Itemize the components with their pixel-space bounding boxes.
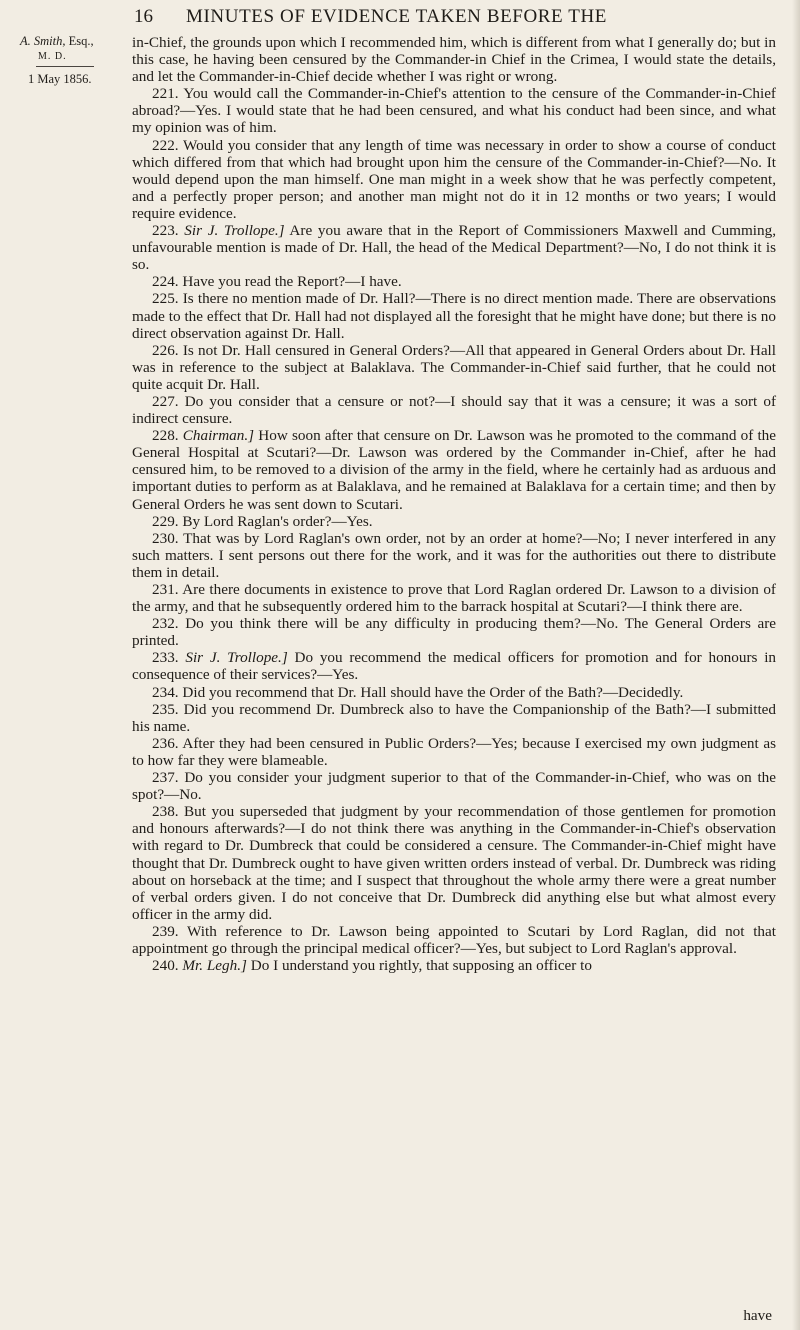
paragraph-text: You would call the Commander-in-Chief's attention to the censure of the Commander-in-Chief abroad?—Yes. I would state that he had been censured, and what his conduct had been since, and what my opinion was of him. [132,85,776,137]
question-number: 236. [152,734,179,752]
paragraph-text: Do you consider your judgment superior to that of the Commander-in-Chief, who was on the spot?—No. [132,769,776,804]
paragraph-text: Are you aware that in the Report of Commissioners Maxwell and Cumming, unfavourable mention is made of Dr. Hall, the head of the Medical Department?—No, I do not think it is so. [132,222,776,274]
running-title: MINUTES OF EVIDENCE TAKEN BEFORE THE [186,6,608,27]
page-number: 16 [134,6,153,27]
evidence-paragraph [132,735,776,769]
evidence-paragraph [132,85,776,136]
evidence-paragraph [132,923,776,957]
paragraph-text: Is there no mention made of Dr. Hall?—There is no direct mention made. There are observations made to the effect that Dr. Hall had not displayed all the foresight that he might have done; but there is no direct observation against Dr. Hall. [132,290,777,342]
evidence-paragraph [132,957,776,974]
question-number: 226. [152,341,179,359]
witness-suffix: Esq., [68,34,94,48]
questioner-name: Sir J. Trollope.] [185,649,288,667]
evidence-paragraph [132,34,776,85]
evidence-paragraph [132,615,776,649]
question-number: 229. [152,512,179,530]
question-number: 230. [152,529,179,547]
question-number: 224. [152,273,179,291]
evidence-paragraph [132,581,776,615]
witness-name [20,34,120,49]
paragraph-text: Have you read the Report?—I have. [182,273,402,291]
evidence-paragraph [132,393,776,427]
question-number: 221. [152,85,179,103]
witness-degree: M. D. [38,51,67,62]
evidence-paragraph [132,513,776,530]
question-number: 234. [152,683,179,701]
question-number: 235. [152,700,179,718]
paragraph-text: Would you consider that any length of time was necessary in order to show a course of conduct which differed from that which had brought upon him the censure of the Commander-in-Chief?—No. It would depend upon the man himself. One man might in a week show that he was perfectly competent, and a perfectly proper person; and another man might not do it in 12 months or two years; I would require evidence. [132,136,776,222]
paragraph-text: After they had been censured in Public Orders?—Yes; because I exercised my own judgment as to how far they were blameable. [132,734,776,769]
paragraph-text: in-Chief, the grounds upon which I recommended him, which is different from what I generally do; but in this case, he having been censured by the Commander-in Chief in the Crimea, I would state the details, and let the Commander-in-Chief decide whether I was right or wrong. [132,34,776,86]
question-number: 225. [152,290,179,308]
evidence-paragraph [132,222,776,273]
paragraph-text: Do you think there will be any difficulty in producing them?—No. The General Orders are printed. [132,615,776,650]
evidence-paragraph [132,342,776,393]
questioner-name: Sir J. Trollope.] [184,222,285,240]
question-number: 231. [152,581,179,598]
evidence-paragraph [132,649,776,683]
question-number: 237. [152,769,179,787]
paragraph-text: By Lord Raglan's order?—Yes. [182,512,373,530]
paragraph-text: That was by Lord Raglan's own order, not by an order at home?—No; I never interfered in any such matters. I sent persons out there for the work, and it was for the authorities out there to distribute them in detail. [132,529,776,581]
paragraph-text: Are there documents in existence to prove that Lord Raglan ordered Dr. Lawson to a division of the army, and that he subsequently ordered him to the barrack hospital at Scutari?—I think there are. [132,581,776,616]
evidence-paragraph [132,803,776,923]
question-number: 228. [152,427,179,445]
question-number: 232. [152,615,179,633]
evidence-paragraph [132,769,776,803]
paragraph-text: With reference to Dr. Lawson being appointed to Scutari by Lord Raglan, did not that appointment go through the principal medical officer?—Yes, but subject to Lord Raglan's approval. [132,922,776,957]
evidence-paragraph [132,290,776,341]
question-number: 239. [152,922,179,940]
evidence-date: 1 May 1856. [28,72,92,86]
question-number: 233. [152,649,179,667]
evidence-paragraph [132,530,776,581]
question-number: 222. [152,136,179,154]
questioner-name: Mr. Legh.] [182,957,247,975]
paragraph-text: Do you recommend the medical officers for promotion and for honours in consequence of their services?—Yes. [132,649,777,684]
paragraph-text: Do I understand you rightly, that supposing an officer to [250,957,592,975]
page-header [0,4,800,30]
question-number: 240. [152,957,179,975]
page-edge-shadow [792,0,800,1330]
paragraph-text: Do you consider that a censure or not?—I should say that it was a censure; it was a sort of indirect censure. [132,392,777,428]
evidence-paragraph [132,684,776,701]
catchword: have [743,1307,772,1324]
paragraph-text: But you superseded that judgment by your recommendation of those gentlemen for promotion and honours afterwards?—I do not think there was anything in the Commander-in-Chief's observation with regard to Dr. Dumbreck that could be considered a censure. The Commander-in-Chief might have thought that Dr. Dumbreck ought to have given written orders instead of verbal. Dr. Dumbreck was riding about on horseback at the time; and I suspect that throughout the whole army there were a great number of verbal orders given. I do not conceive that Dr. Dumbreck did anything else but what almost every officer in the army did. [132,803,776,923]
paragraph-text: Did you recommend that Dr. Hall should have the Order of the Bath?—Decidedly. [182,683,684,701]
paragraph-text: How soon after that censure on Dr. Lawson was he promoted to the command of the General Hospital at Scutari?—Dr. Lawson was ordered by the Commander in-Chief, after he had censured him, to be removed to a division of the army in the field, where he certainly had as arduous and important duties to perform as at Balaklava, and he remained at Balaklava for a certain time; and then by General Orders he was sent down to Scutari. [132,427,777,513]
paragraph-text: Did you recommend Dr. Dumbreck also to have the Companionship of the Bath?—I submitted his name. [132,700,776,735]
question-number: 238. [152,803,179,821]
evidence-paragraph [132,273,776,290]
questioner-name: Chairman.] [182,427,255,445]
paragraph-text: Is not Dr. Hall censured in General Orders?—All that appeared in General Orders about Dr. Hall was in reference to the subject at Balaklava. The Commander-in-Chief said further, that he could not quite acquit Dr. Hall. [132,341,776,393]
evidence-paragraph [132,701,776,735]
evidence-text [132,34,776,974]
question-number: 223. [152,222,179,240]
witness-name-text: A. Smith, [20,34,66,48]
margin-divider [36,66,94,67]
evidence-paragraph [132,427,776,512]
question-number: 227. [152,392,179,410]
evidence-paragraph [132,137,776,222]
